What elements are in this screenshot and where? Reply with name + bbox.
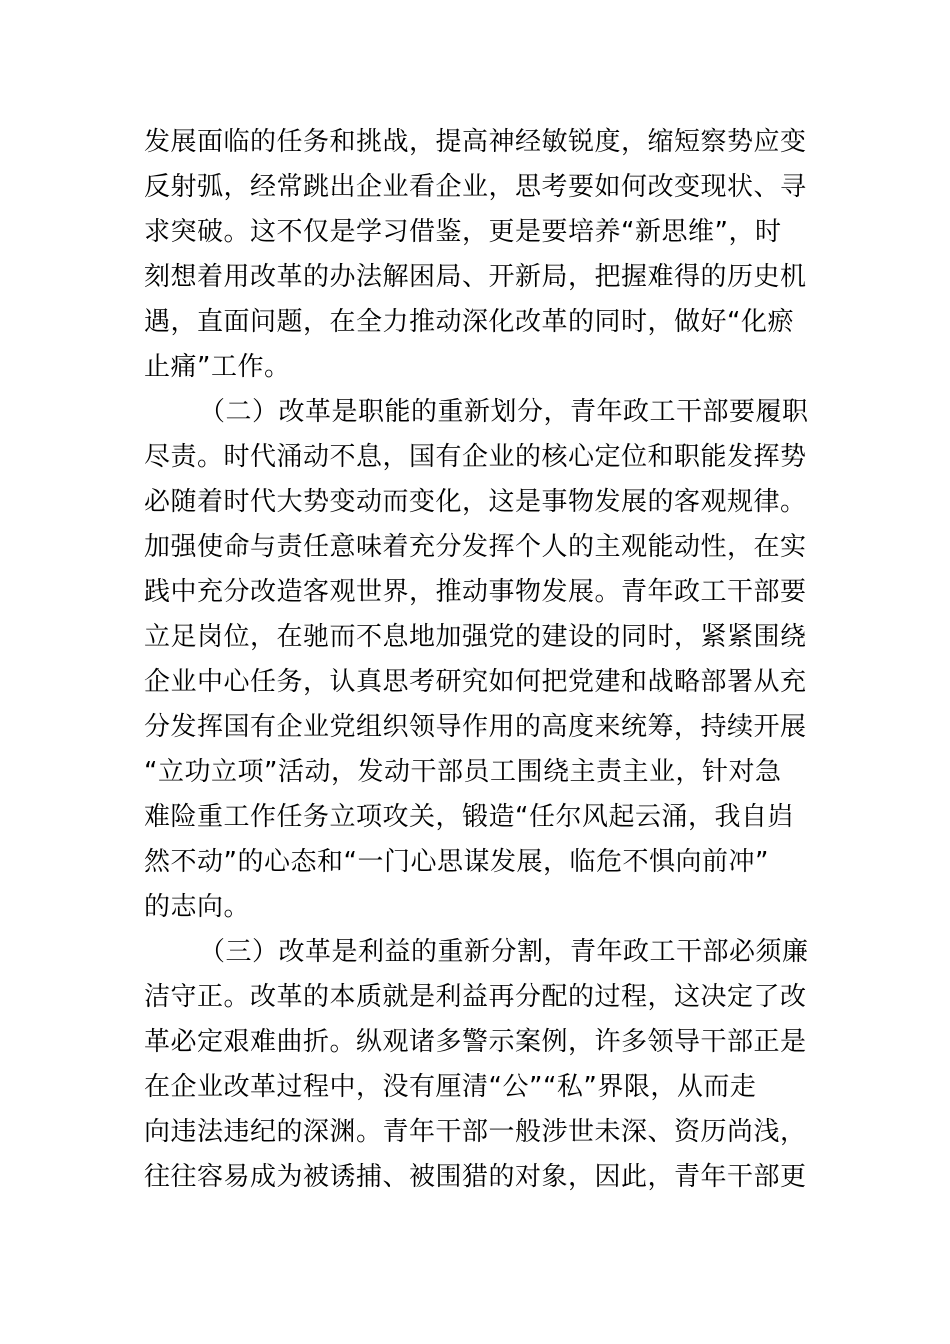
paragraph-heading-line: （二）改革是职能的重新划分，青年政工干部要履职: [199, 397, 809, 427]
paragraph-line: “立功立项”活动，发动干部员工围绕主责主业，针对急: [144, 757, 782, 787]
paragraph-line: 求突破。这不仅是学习借鉴，更是要培养“新思维”，时: [144, 217, 782, 247]
paragraph-line: 往往容易成为被诱捕、被围猎的对象，因此，青年干部更: [144, 1162, 807, 1192]
paragraph-line: 在企业改革过程中，没有厘清“公”“私”界限，从而走: [144, 1072, 757, 1102]
paragraph-line: 发展面临的任务和挑战，提高神经敏锐度，缩短察势应变: [144, 127, 807, 157]
paragraph-line: 遇，直面问题，在全力推动深化改革的同时，做好“化瘀: [144, 307, 794, 337]
paragraph-line: 止痛”工作。: [144, 352, 291, 382]
paragraph-line: 立足岗位，在驰而不息地加强党的建设的同时，紧紧围绕: [144, 622, 807, 652]
paragraph-line: 企业中心任务，认真思考研究如何把党建和战略部署从充: [144, 667, 807, 697]
paragraph-line: 难险重工作任务立项攻关，锻造“任尔风起云涌，我自岿: [144, 802, 794, 832]
paragraph-line: 必随着时代大势变动而变化，这是事物发展的客观规律。: [144, 487, 807, 517]
paragraph-2: [144, 390, 809, 930]
paragraph-line: 然不动”的心态和“一门心思谋发展，临危不惧向前冲”: [144, 847, 769, 877]
paragraph-line: 洁守正。改革的本质就是利益再分配的过程，这决定了改: [144, 982, 807, 1012]
paragraph-line: 尽责。时代涌动不息，国有企业的核心定位和职能发挥势: [144, 442, 807, 472]
paragraph-line: 刻想着用改革的办法解困局、开新局，把握难得的历史机: [144, 262, 807, 292]
paragraph-1: [144, 120, 807, 390]
paragraph-line: 加强使命与责任意味着充分发挥个人的主观能动性，在实: [144, 532, 807, 562]
paragraph-line: 的志向。: [144, 892, 251, 922]
document-body: [144, 120, 809, 1200]
paragraph-line: 践中充分改造客观世界，推动事物发展。青年政工干部要: [144, 577, 807, 607]
paragraph-heading-line: （三）改革是利益的重新分割，青年政工干部必须廉: [199, 937, 809, 967]
paragraph-line: 分发挥国有企业党组织领导作用的高度来统筹，持续开展: [144, 712, 807, 742]
paragraph-line: 革必定艰难曲折。纵观诸多警示案例，许多领导干部正是: [144, 1027, 807, 1057]
paragraph-3: [144, 930, 809, 1200]
paragraph-line: 反射弧，经常跳出企业看企业，思考要如何改变现状、寻: [144, 172, 807, 202]
paragraph-line: 向违法违纪的深渊。青年干部一般涉世未深、资历尚浅，: [144, 1117, 807, 1147]
